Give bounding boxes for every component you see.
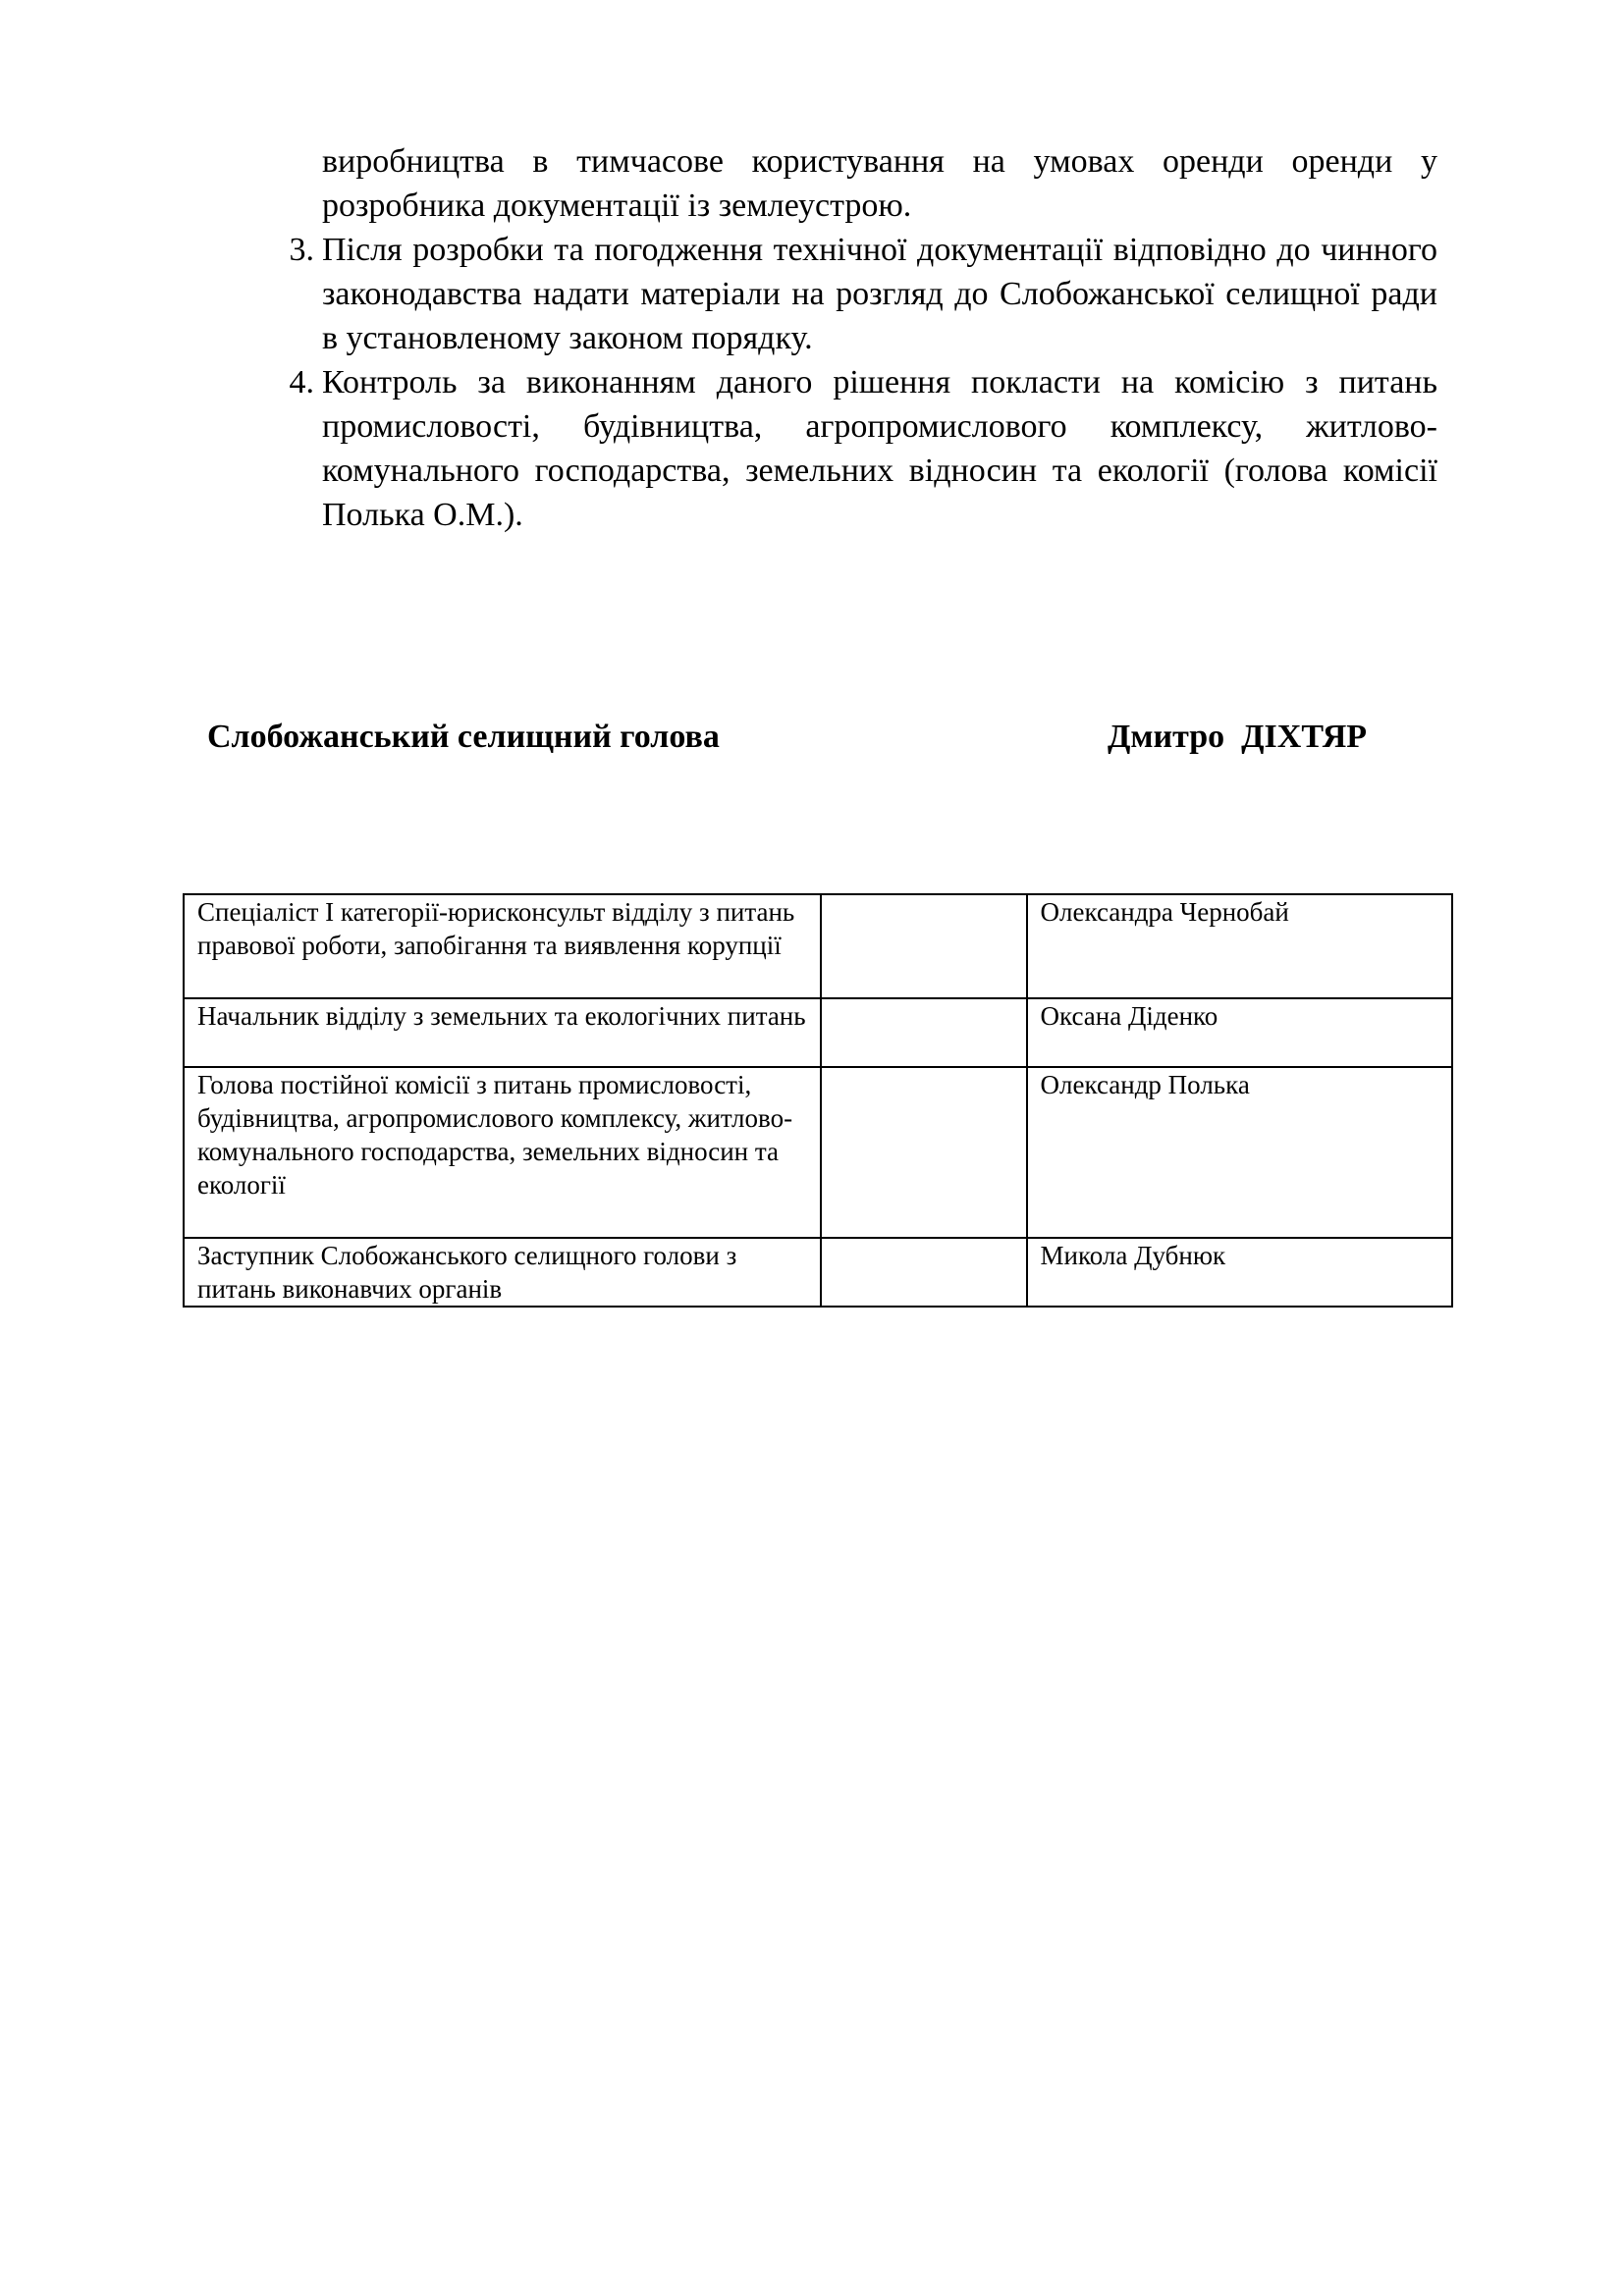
position-cell: Спеціаліст І категорії-юрисконсульт відділу з питань правової роботи, запобігання та виявлення корупції <box>184 894 821 998</box>
list-item-text: Контроль за виконанням даного рішення покласти на комісію з питань промисловості, будівництва, агропромислового комплексу, житлово-комунального господарства, земельних відносин та екології (голова комісії Полька О.М.). <box>322 364 1437 533</box>
position-cell: Заступник Слобожанського селищного голови з питань виконавчих органів <box>184 1238 821 1307</box>
table-row <box>184 894 1452 998</box>
signatory-title: Слобожанський селищний голова <box>207 719 720 755</box>
table-row <box>184 1238 1452 1307</box>
signature-cell <box>821 1067 1027 1238</box>
signature-cell <box>821 998 1027 1067</box>
list-item-number: 4. <box>289 364 314 400</box>
table-row <box>184 998 1452 1067</box>
approval-table <box>183 893 1453 1308</box>
list-item-text: Після розробки та погодження технічної документації відповідно до чинного законодавства надати матеріали на розгляд до Слобожанської селищної ради в установленому законом порядку. <box>322 232 1437 356</box>
position-cell: Голова постійної комісії з питань промисловості, будівництва, агропромислового комплексу, житлово-комунального господарства, земельних відносин та екології <box>184 1067 821 1238</box>
name-cell: Олександр Полька <box>1027 1067 1452 1238</box>
table-row <box>184 1067 1452 1238</box>
name-cell: Олександра Чернобай <box>1027 894 1452 998</box>
signatory-name: Дмитро ДІХТЯР <box>1108 719 1368 755</box>
position-cell: Начальник відділу з земельних та екологічних питань <box>184 998 821 1067</box>
signature-cell <box>821 1238 1027 1307</box>
signature-cell <box>821 894 1027 998</box>
list-item-number: 3. <box>289 232 314 268</box>
name-cell: Микола Дубнюк <box>1027 1238 1452 1307</box>
name-cell: Оксана Діденко <box>1027 998 1452 1067</box>
continuation-paragraph: виробництва в тимчасове користування на умовах оренди оренди у розробника документації із землеустрою. <box>322 143 1437 224</box>
